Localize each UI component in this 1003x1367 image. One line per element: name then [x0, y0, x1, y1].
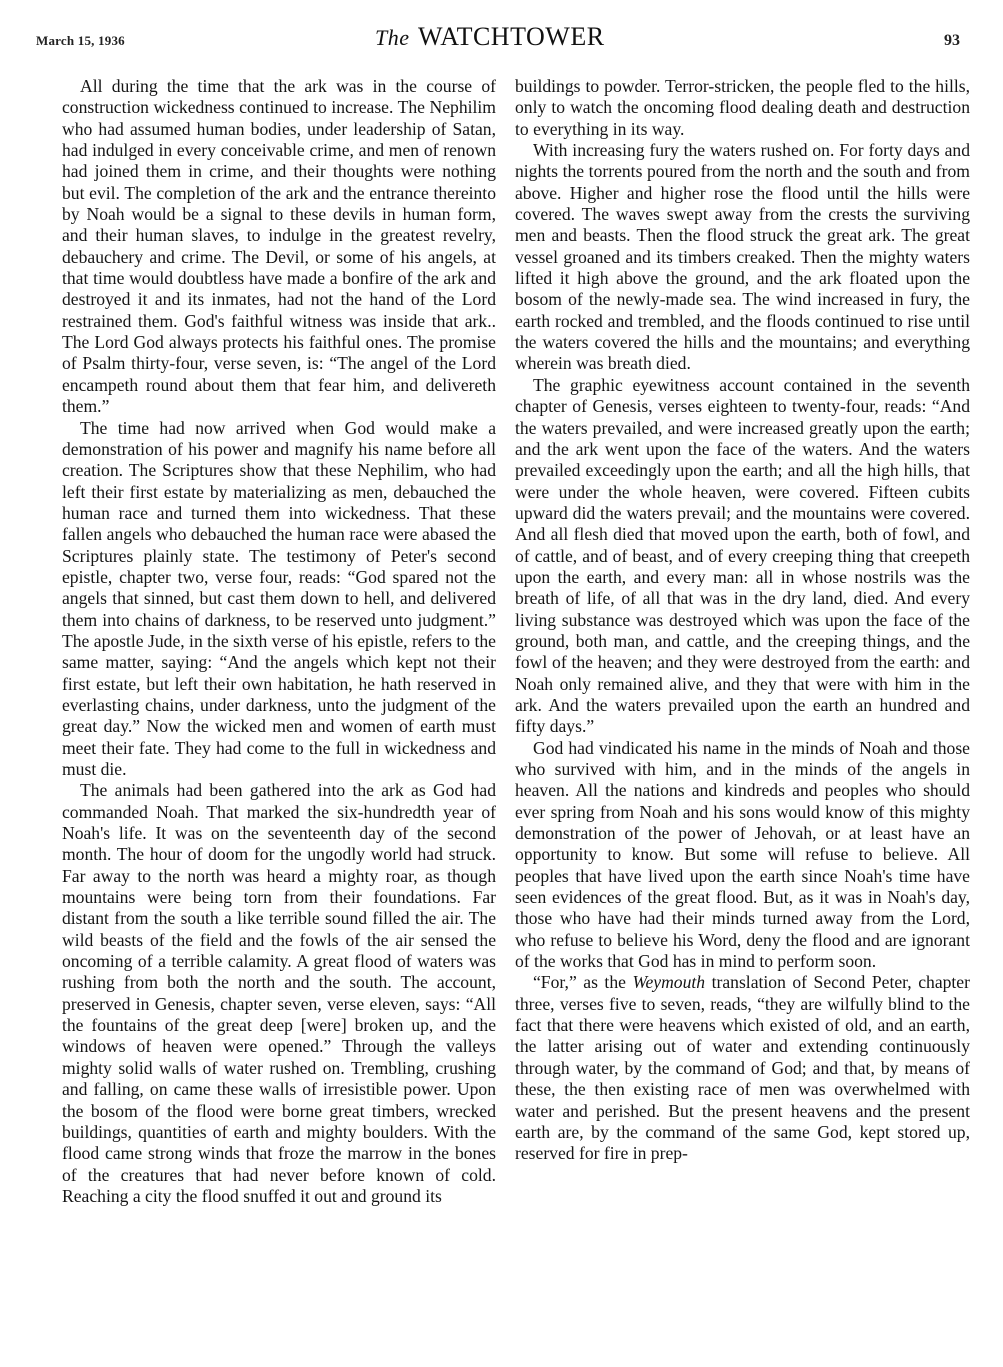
title-prefix: The [375, 25, 410, 50]
publication-title [375, 22, 675, 52]
paragraph [515, 972, 970, 1164]
text-run: “For,” as the [533, 972, 633, 993]
text-run: translation of Second Peter, chapter three, verses five to seven, reads, “they are wilfully blind to the fact that there were heavens which existed of old, and an earth, the latter arising out of water and extending continuously through water, by the command of God; and that, by means of these, the then existing race of men was overwhelmed with water and perished. But the present heavens and the present earth are, by the command of the same God, kept stored up, reserved for fire in prep- [515, 972, 970, 1164]
paragraph: The animals had been gathered into the ark as God had commanded Noah. That marked the six-hundredth year of Noah's life. It was on the seventeenth day of the second month. The hour of doom for the ungodly world had struck. Far away to the north was heard a mighty roar, as though mountains were being torn from their foundations. Far distant from the south a like terrible sound filled the air. The wild beasts of the field and the fowls of the air sensed the oncoming of a terrible calamity. A great flood of waters was rushing from both the north and the south. The account, preserved in Genesis, chapter seven, verse eleven, says: “All the fountains of the great deep [were] broken up, and the windows of heaven were opened.” Through the valleys mighty solid walls of water rushed on. Trembling, crushing and falling, on came these walls of irresistible power. Upon the bosom of the flood were borne great timbers, wrecked buildings, quantities of earth and mighty boulders. With the flood came strong winds that froze the marrow in the bones of the creatures that had never before known of cold. Reaching a city the flood snuffed it out and ground its [62, 780, 496, 1206]
translation-name: Weymouth [632, 972, 706, 993]
left-column [62, 76, 496, 1207]
issue-date: March 15, 1936 [36, 33, 125, 48]
right-column [515, 76, 970, 1165]
paragraph: With increasing fury the waters rushed on. For forty days and nights the torrents poured from the north and the south and from above. Higher and higher rose the flood until the hills were covered. The waves swept away from the crests the surviving men and beasts. Then the flood struck the great ark. The great vessel groaned and its timbers creaked. Then the mighty waters lifted it high above the ground, and the ark floated upon the bosom of the newly-made sea. The wind increased in fury, the earth rocked and trembled, and the floods continued to rise until the waters covered the hills and the mountains; and everything wherein was breath died. [515, 140, 970, 374]
title-main: WATCHTOWER [418, 22, 605, 51]
paragraph: The graphic eyewitness account contained in the seventh chapter of Genesis, verses eighteen to twenty-four, reads: “And the waters prevailed, and were increased greatly upon the earth; and the ark went upon the face of the waters. And the waters prevailed exceedingly upon the earth; and all the high hills, that were under the whole heaven, were covered. Fifteen cubits upward did the waters prevail; and the mountains were covered. And all flesh died that moved upon the earth, both of fowl, and of cattle, and of beast, and of every creeping thing that creepeth upon the earth, and every man: all in whose nostrils was the breath of life, of all that was in the dry land, died. And every living substance was destroyed which was upon the face of the ground, both man, and cattle, and the creeping things, and the fowl of the heaven; and they were destroyed from the earth: and Noah only remained alive, and they that were with him in the ark. And the waters prevailed upon the earth an hundred and fifty days.” [515, 374, 970, 737]
page-header [0, 0, 1003, 60]
paragraph: All during the time that the ark was in the course of construction wickedness continued to increase. The Nephilim who had assumed human bodies, under leadership of Satan, had indulged in every conceivable crime, and men of renown had joined them in crime, and their thoughts were nothing but evil. The completion of the ark and the entrance thereinto by Noah would be a signal to these devils in human form, and their human slaves, to indulge in the greatest revelry, debauchery and crime. The Devil, or some of his angels, at that time would doubtless have made a bonfire of the ark and destroyed it and its inmates, had not the hand of the Lord restrained them. God's faithful witness was inside that ark.. The Lord God always protects his faithful ones. The promise of Psalm thirty-four, verse seven, is: “The angel of the Lord encampeth round about them that fear him, and delivereth them.” [62, 76, 496, 417]
page-number: 93 [944, 32, 960, 49]
paragraph: God had vindicated his name in the minds of Noah and those who survived with him, and in the minds of the angels in heaven. All the nations and kindreds and peoples who should ever spring from Noah and his sons would know of this mighty demonstration of the power of Jehovah, or at least have an opportunity to know. But some will refuse to believe. All peoples that have lived upon the earth since Noah's time have seen evidences of the great flood. But, as it was in Noah's day, those who have had their minds turned away from the Lord, who refuse to believe his Word, deny the flood and are ignorant of the works that God has in mind to perform soon. [515, 737, 970, 972]
paragraph: The time had now arrived when God would make a demonstration of his power and magnify his name before all creation. The Scriptures show that these Nephilim, who had left their first estate by materializing as men, debauched the human race and turned them into wickedness. That these fallen angels who debauched the human race were abased the Scriptures plainly state. The testimony of Peter's second epistle, chapter two, verse four, reads: “God spared not the angels that sinned, but cast them down to hell, and delivered them into chains of darkness, to be reserved unto judgment.” The apostle Jude, in the sixth verse of his epistle, refers to the same matter, saying: “And the angels which kept not their first estate, but left their own habitation, he hath reserved in everlasting chains, under darkness, unto the judgment of the great day.” Now the wicked men and women of earth must meet their fate. They had come to the full in wickedness and must die. [62, 417, 496, 779]
paragraph-continued: buildings to powder. Terror-stricken, the people fled to the hills, only to watch the oncoming flood dealing death and destruction to everything in its way. [515, 76, 970, 139]
